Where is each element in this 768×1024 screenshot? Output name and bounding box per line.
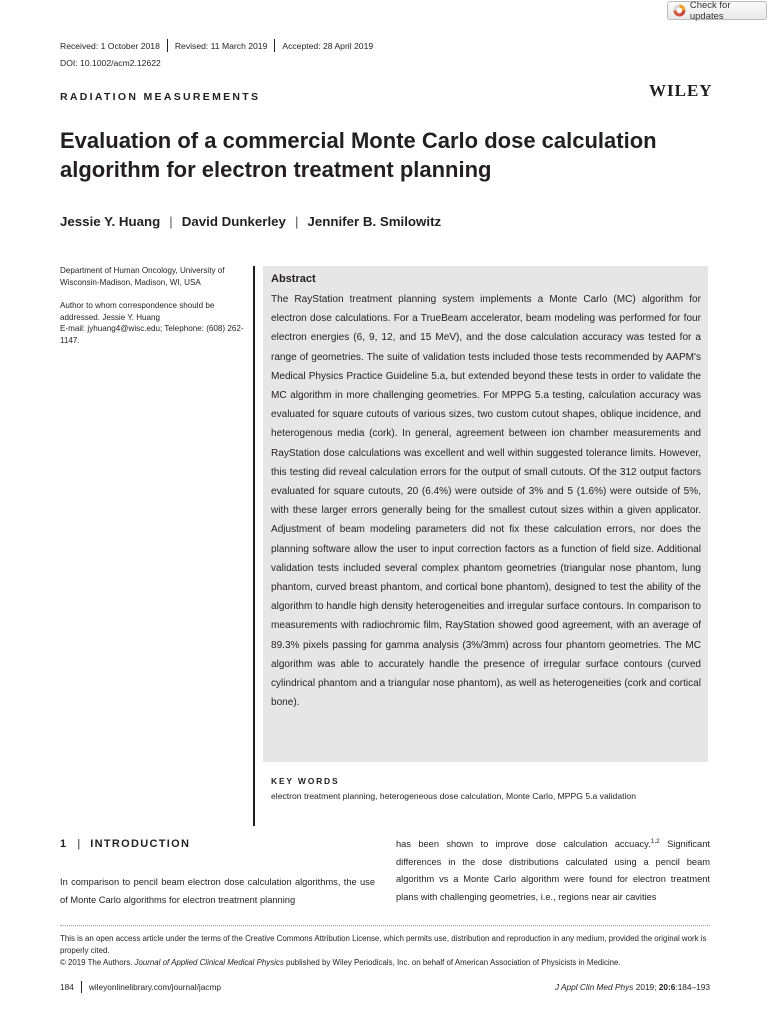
article-title: Evaluation of a commercial Monte Carlo dose calculation algorithm for electron treatment planning <box>60 128 657 182</box>
page-footer <box>60 981 710 993</box>
abstract-text: The RayStation treatment planning system implements a Monte Carlo (MC) algorithm for electron dose calculations. For a TrueBeam accelerator, beam modeling was performed for four electron energies (6, 9, 12, and 15 MeV), and the dose calculation accuracy was tested for a range of geometries. The suite of validation tests included those tests recommended by AAPM's Medical Physics Practice Guideline 5.a, but extended beyond these tests in order to validate the MC algorithm in more challenging geometries. For MPPG 5.a testing, calculation accuracy was evaluated for square cutouts of various sizes, two custom cutout shapes, oblique incidence, and heterogenous media (cork). In general, agreement between ion chamber measurements and RayStation dose calculations was excellent and well within suggested tolerance limits. However, this testing did reveal calculation errors for the output of small cutouts. Of the 312 output factors evaluated for square cutouts, 20 (6.4%) were outside of 3% and 5 (1.6%) were outside of 5%, with these larger errors generally being for the smallest cutout sizes within a given applicator. Adjustment of beam modeling parameters did not fix these calculation errors, nor does the planning software allow the user to input correction factors as a function of field size. Additional validation tests included several complex phantom geometries (triangular nose phantom, lung phantom, curved breast phantom, and cortical bone phantom), designed to test the ability of the algorithm to handle high density heterogeneities and irregular surface contours. In comparison to measurements with radiochromic film, RayStation showed good agreement, with an average of 89.3% pixels passing for gamma analysis (3%/3mm) across four phantom geometries. The MC algorithm was able to accurately handle the presence of irregular surface contours (curved cylindrical phantom and a triangular nose phantom), as well as heterogeneities (cork and cortical bone). <box>271 294 701 709</box>
accepted-date: Accepted: 28 April 2019 <box>282 40 374 51</box>
author-name[interactable]: Jessie Y. Huang <box>60 214 161 229</box>
footer-divider <box>60 925 710 926</box>
revised-date: Revised: 11 March 2019 <box>174 40 268 51</box>
introduction-paragraph-right <box>396 836 710 906</box>
introduction-paragraph-left: In comparison to pencil beam electron dose calculation algorithms, the use of Monte Carlo algorithms for electron treatment planning <box>60 877 375 905</box>
journal-url[interactable]: wileyonlinelibrary.com/journal/jacmp <box>88 982 222 992</box>
correspondence-author: Author to whom correspondence should be addressed. Jessie Y. Huang <box>60 301 215 322</box>
section-number: 1 <box>60 838 68 850</box>
date-divider <box>274 39 275 52</box>
received-date: Received: 1 October 2018 <box>60 40 160 51</box>
citation-volume: 20:6 <box>658 982 676 992</box>
abstract-rule <box>253 266 255 826</box>
abstract-heading: Abstract <box>271 273 316 285</box>
section-title: INTRODUCTION <box>90 838 191 850</box>
license-block <box>60 933 712 968</box>
copyright-suffix: published by Wiley Periodicals, Inc. on behalf of American Association of Physicists in Medicine. <box>283 957 621 967</box>
page-number: 184 <box>60 982 74 992</box>
footer-separator <box>81 981 82 993</box>
affiliation-department: Department of Human Oncology, University of Wisconsin-Madison, Madison, WI, USA <box>60 266 225 287</box>
copyright-prefix: © 2019 The Authors. <box>60 957 135 967</box>
section-label: RADIATION MEASUREMENTS <box>60 91 261 103</box>
check-updates-icon <box>673 4 686 17</box>
citation-pages: :184–193 <box>675 982 710 992</box>
license-text: This is an open access article under the terms of the Creative Commons Attribution License, which permits use, distribution and reproduction in any medium, provided the original work is properly cited. <box>60 934 707 955</box>
date-divider <box>167 39 168 52</box>
correspondence-contact: E-mail: jyhuang4@wisc.edu; Telephone: (608) 262-1147. <box>60 324 244 345</box>
doi[interactable]: DOI: 10.1002/acm2.12622 <box>60 58 161 68</box>
copyright-text <box>60 957 712 969</box>
article-dates <box>60 39 373 52</box>
intro-text: has been shown to improve dose calculation accuacy. <box>396 839 651 849</box>
keywords-heading: KEY WORDS <box>271 776 340 786</box>
introduction-heading <box>60 838 190 850</box>
copyright-journal: Journal of Applied Clinical Medical Physics <box>134 957 284 967</box>
citation-year: 2019; <box>633 982 659 992</box>
author-separator: | <box>294 214 299 229</box>
author-separator: | <box>169 214 173 229</box>
author-name[interactable]: Jennifer B. Smilowitz <box>307 214 442 229</box>
intro-text: Significant differences in the dose distributions calculated using a pencil beam algorithm vs a Monte Carlo algorithm were found for electron treatment plans with challenging geometries, i.e., regions near air cavities <box>396 839 710 902</box>
check-for-updates-label: Check for updates <box>689 0 731 22</box>
correspondence-note <box>60 300 246 346</box>
check-for-updates-button[interactable] <box>667 1 767 20</box>
author-list <box>60 214 441 229</box>
keywords-text: electron treatment planning, heterogeneous dose calculation, Monte Carlo, MPPG 5.a validation <box>271 791 636 801</box>
author-name[interactable]: David Dunkerley <box>181 214 286 229</box>
citation-journal: J Appl Clin Med Phys <box>554 982 634 992</box>
citation <box>555 982 710 992</box>
heading-separator: | <box>77 838 81 850</box>
affiliation-block <box>60 265 246 358</box>
publisher-logo: WILEY <box>649 81 713 100</box>
reference-link[interactable]: 1,2 <box>650 837 660 845</box>
